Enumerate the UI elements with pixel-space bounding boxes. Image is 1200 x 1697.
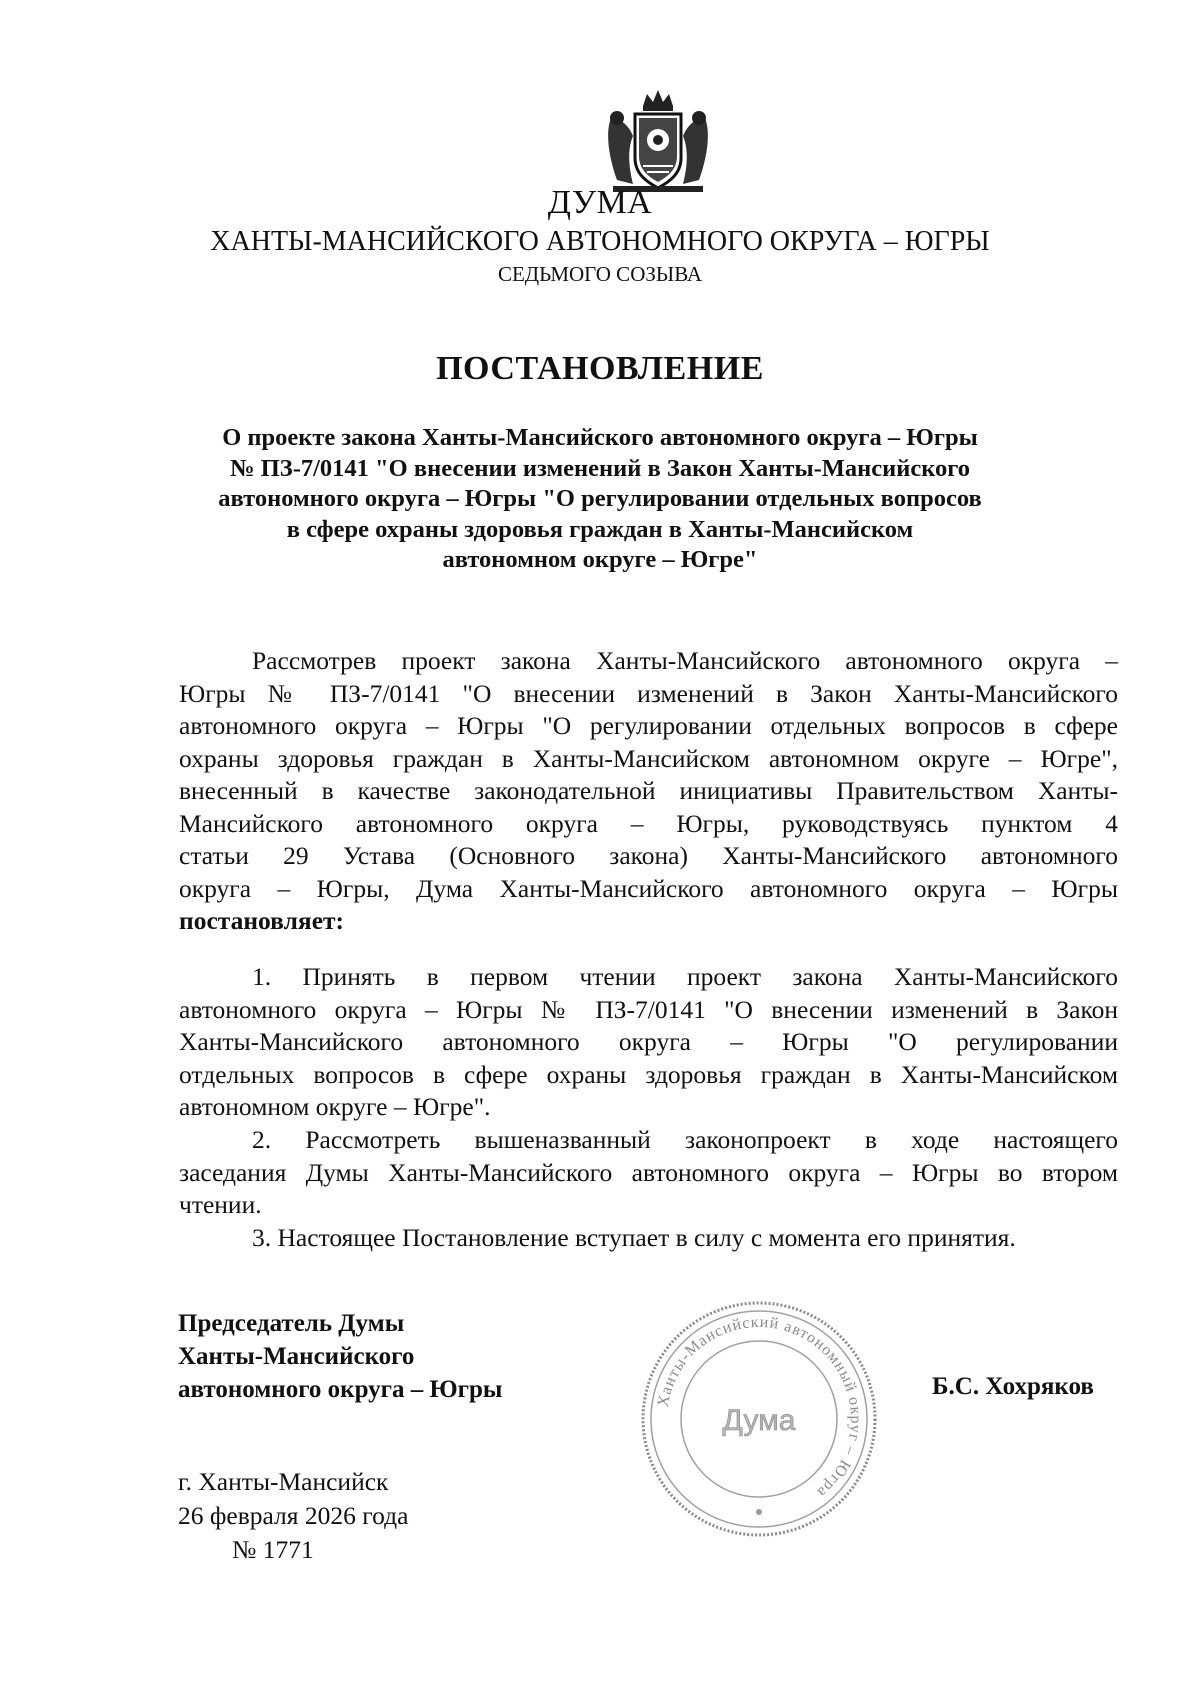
preamble-paragraph (179, 645, 1118, 938)
item-line: 1. Принять в первом чтении проект закона Ханты-Мансийского (252, 962, 1118, 991)
convocation: СЕДЬМОГО СОЗЫВА (497, 262, 703, 286)
preamble-line: округа – Югры, Дума Ханты-Мансийского автономного округа – Югры (179, 873, 1118, 903)
document-type-heading: ПОСТАНОВЛЕНИЕ (436, 350, 764, 387)
item-line: 3. Настоящее Постановление вступает в силу с момента его принятия. (252, 1223, 1016, 1252)
coat-of-arms-icon (603, 88, 713, 196)
subject-line: автономного округа – Югры "О регулировании отдельных вопросов (218, 485, 982, 512)
subject-line: автономном округе – Югре" (442, 546, 758, 573)
date: 26 февраля 2026 года (178, 1501, 409, 1530)
issuer-subtitle: ХАНТЫ-МАНСИЙСКОГО АВТОНОМНОГО ОКРУГА – ЮГРЫ (210, 226, 990, 257)
preamble-line: Рассмотрев проект закона Ханты-Мансийского автономного округа – (252, 646, 1118, 675)
place-date-number (178, 1465, 408, 1567)
item-line: заседания Думы Ханты-Мансийского автономного округа – Югры во втором (179, 1157, 1118, 1187)
subject-line: № ПЗ-7/0141 "О внесении изменений в Закон Ханты-Мансийского (229, 454, 971, 482)
document-subject (180, 423, 1020, 576)
item-line: автономного округа – Югры № ПЗ-7/0141 "О внесении изменений в Закон (179, 994, 1118, 1024)
preamble-line: Югры № ПЗ-7/0141 "О внесении изменений в Закон Ханты-Мансийского (179, 678, 1118, 708)
place: г. Ханты-Мансийск (178, 1467, 389, 1496)
signatory-title-line: Председатель Думы (178, 1310, 405, 1337)
item-line: 2. Рассмотреть вышеназванный законопроект в ходе настоящего (252, 1125, 1118, 1154)
item-line: чтении. (179, 1190, 262, 1219)
preamble-line: внесенный в качестве законодательной инициативы Правительством Ханты- (179, 776, 1118, 805)
item-line: Ханты-Мансийского автономного округа – Югры "О регулировании (179, 1027, 1118, 1056)
item-line: отдельных вопросов в сфере охраны здоровья граждан в Ханты-Мансийском (179, 1059, 1118, 1089)
item-2-paragraph (179, 1124, 1118, 1222)
preamble-line: статьи 29 Устава (Основного закона) Ханты-Мансийского автономного (179, 841, 1118, 870)
signatory-title-line: автономного округа – Югры (178, 1376, 503, 1403)
preamble-line: охраны здоровья граждан в Ханты-Мансийском автономном округе – Югре", (179, 743, 1118, 773)
subject-line: в сфере охраны здоровья граждан в Ханты-Мансийском (286, 515, 914, 543)
item-1-paragraph (179, 961, 1118, 1124)
signatory-name: Б.С. Хохряков (932, 1373, 1094, 1400)
resolves-word: постановляет: (179, 906, 345, 935)
seal-ring-text: Ханты-Мансийский автономный округ – Югра (654, 1313, 865, 1502)
preamble-line: автономного округа – Югры "О регулировании отдельных вопросов в сфере (179, 711, 1118, 740)
official-seal-stamp (638, 1298, 880, 1540)
item-3-paragraph (179, 1222, 1118, 1255)
document-number: № 1771 (232, 1535, 314, 1564)
item-line: автономном округе – Югре". (179, 1092, 491, 1121)
subject-line: О проекте закона Ханты-Мансийского автономного округа – Югры (222, 424, 978, 451)
preamble-line: Мансийского автономного округа – Югры, руководствуясь пунктом 4 (179, 808, 1118, 838)
signatory-title-line: Ханты-Мансийского (178, 1343, 415, 1370)
seal-center-text: Дума (722, 1404, 796, 1437)
signatory-title (178, 1307, 502, 1406)
issuer-title: ДУМА (547, 184, 653, 221)
